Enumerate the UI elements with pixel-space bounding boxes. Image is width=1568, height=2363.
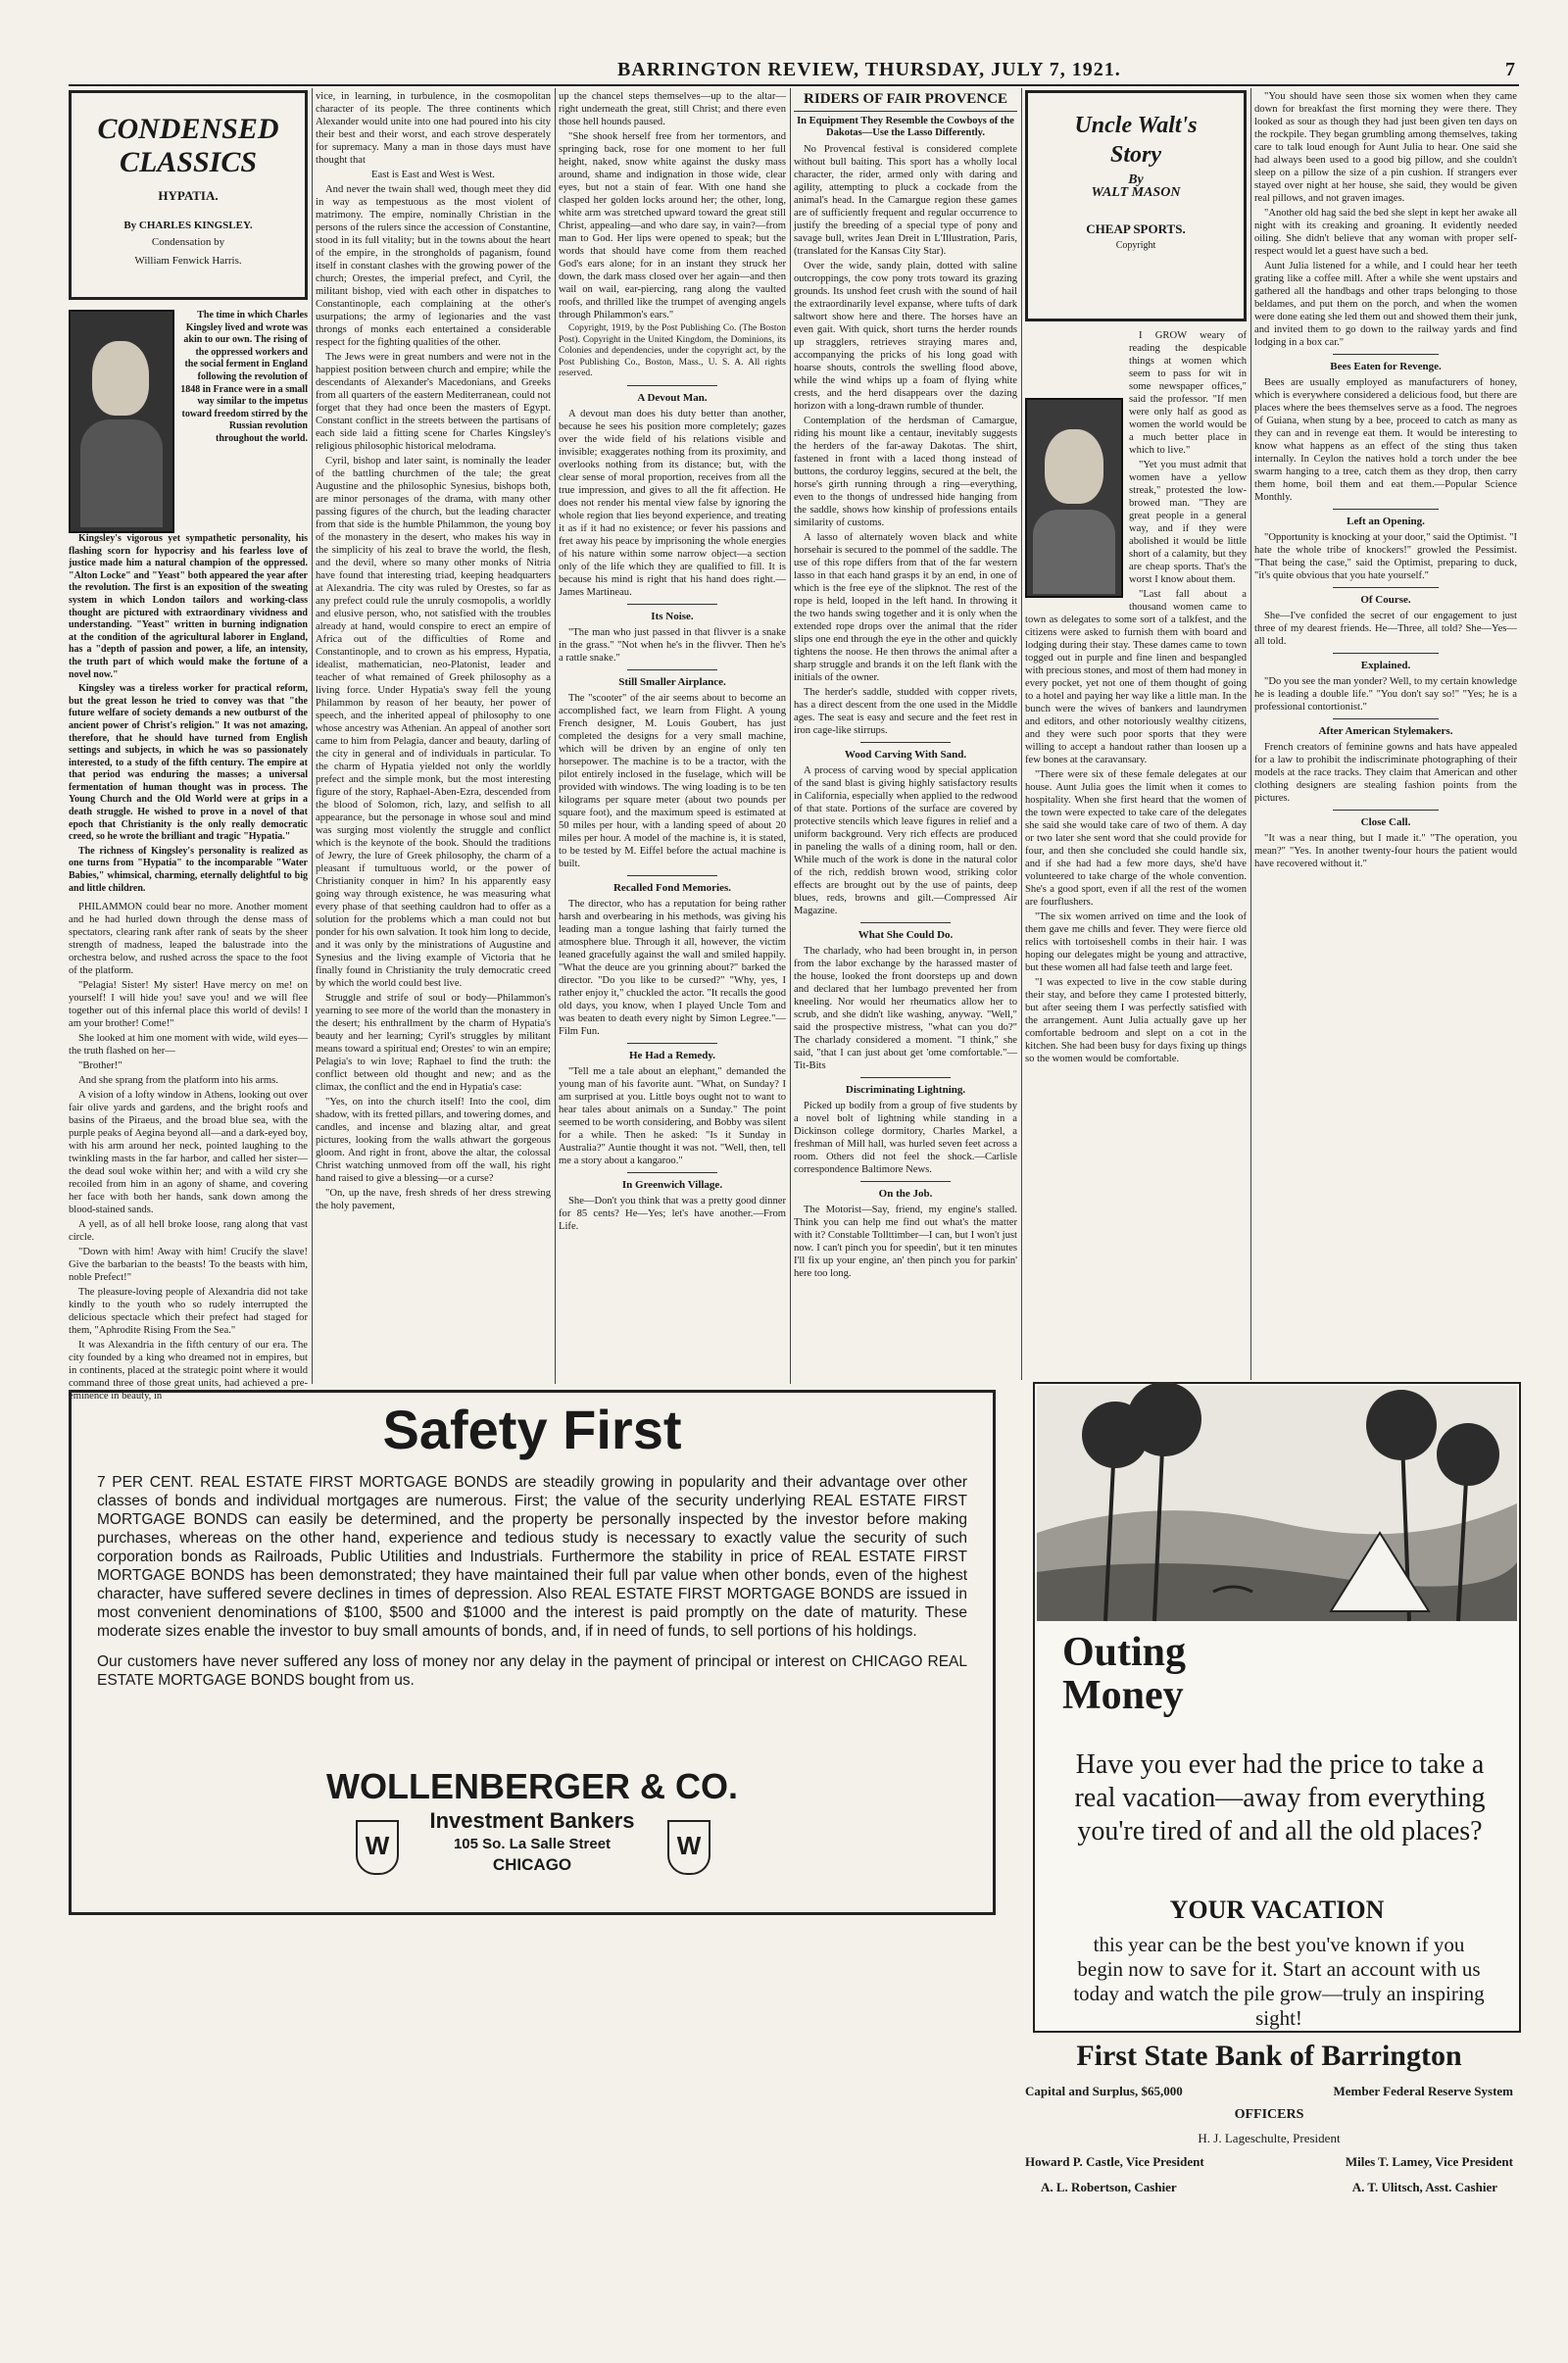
walt-by: By	[1128, 172, 1144, 187]
heading-on-the-job: On the Job.	[878, 1188, 933, 1200]
heading-devout-man: A Devout Man.	[637, 391, 708, 404]
condensation-label: Condensation by	[151, 236, 225, 248]
col3-top-1: up the chancel steps themselves—up to the altar—right underneath the great, still Christ; and there even those hell hounds paused.	[559, 91, 786, 127]
col2-para-8: "On, up the nave, fresh shreds of her dress strewing the holy pavement,	[316, 1188, 551, 1211]
story-para-8: "Down with him! Away with him! Crucify the slave! Give the barbarian to the beasts! To the beasts with him, noble Prefect!"	[69, 1247, 308, 1284]
walt-copyright: Copyright	[1115, 240, 1156, 251]
heading-stylemakers: After American Stylemakers.	[1318, 725, 1453, 737]
col2-para-3: And never the twain shall wed, though meet they did in way as tempestuous as the most violent of matrimony. The empire, nominally Christian in the persons of the rulers since the accession of Constantine, stood in its full vitality; but in the towns about the heart of the empire, in the strongholds of paganism, found itself in constant clashes with the growing power of the church; Orestes, the imperial prefect, and Cyril, the militant bishop, vied with each other in dispatches to Constantinople, each complaining at the other's usurpations; the army of legionaries and the vast throngs of monks each entertained a considerable respect for the fighting qualities of the other.	[316, 184, 551, 348]
story-on-the-job: The Motorist—Say, friend, my engine's stalled. Think you can help me find out what's the matter with it? Constable Tollttimber—I can, but I won't just now. I can't pinch you for speedin', but it ten minutes I'll fix up your engine, an' then pinch you for parkin' here too long.	[794, 1205, 1017, 1279]
condensed-classics-column	[69, 90, 308, 1403]
heading-smaller-airplane: Still Smaller Airplance.	[618, 675, 726, 688]
story-remedy: "Tell me a tale about an elephant," demanded the young man of his favorite aunt. "What, on Sunday? I am surprised at you. Little boys ought not to want to hear tales about animals on a Sunday." The point seemed to be worth considering, and Bobby was silent for a while. Then he asked: "Is it Sunday in Australia?" Auntie thought it was not. "Well, then, tell me a story about a kangaroo."	[559, 1065, 786, 1166]
heading-wood-carving: Wood Carving With Sand.	[844, 749, 967, 761]
officer-vp-2: Miles T. Lamey, Vice President	[1345, 2154, 1513, 2169]
bank-name: First State Bank of Barrington	[1076, 2040, 1462, 2072]
story-lightning: Picked up bodily from a group of five students by a novel bolt of lightning while standing in a Dickinson college dormitory, Charles Markel, a freshman of Mill hall, was hurled seven feet across a room. Others did not feel the shock.—Carlisle correspondence Baltimore News.	[794, 1101, 1017, 1175]
riders-column	[794, 90, 1017, 1384]
masthead	[69, 57, 1519, 86]
story-explained: "Do you see the man yonder? Well, to my certain knowledge he is leading a double life." "You don't say so!" "Yes; he is a professional contortionist."	[1254, 676, 1517, 713]
story-close-call: "It was a near thing, but I made it." "The operation, you mean?" "Yes. In another twenty-four hours the patient would have recovered without it."	[1254, 833, 1517, 869]
walt-para-6: "I was expected to live in the cow stable during their stay, and before they came I protested bitterly, but after seeing them I was perfectly satisfied with the arrangement. Aunt Julia actually gave up her comfortable bedroom and slept on a cot in the kitchen. She had been busy for days fixing up things so the women would be comfortable.	[1025, 977, 1247, 1064]
walt-para-3: "Last fall about a thousand women came to town as delegates to some sort of a talkfest, and the citizens were asked to furnish them with board and lodging during their stay. These dames came to town togged out in purple and fine linen and bespangled with precious stones, and most of them had money in every pocket, yet not one of them thought of going to a hotel and paying her way like a little man. In the bunch were the wives of bankers and laundrymen and editors, and other notoriously wealthy citizens, and they were such poor sports that they were willing to accept a handout rather than loosen up a few bones at the caravansary.	[1025, 589, 1247, 765]
walt-subtitle: CHEAP SPORTS.	[1086, 222, 1186, 236]
condensed-classics-box	[69, 90, 308, 300]
story-bees: Bees are usually employed as manufacturers of honey, which is everywhere considered a delicious food, but there are places where the bees themselves serve as a food. The negroes of Guiana, when stung by a bee, proceed to catch as many as they can and in revenge eat them. It would be interesting to know what happens as an effect of the sting thus taken internally. In Ceylon the natives hold a torch under the bee swarm hanging to a tree, catch them as they drop, then carry them home, boil them and eat them.—Popular Science Monthly.	[1254, 377, 1517, 503]
story-wood-carving: A process of carving wood by special application of the sand blast is giving highly satisfactory results in California, especially when applied to the redwood of that state. Portions of the surface are covered by protective stencils which leave figures in relief and a uniform background. Very rich effects are produced in paneling the walls of a dining room, hall or den. While much of the work is done in the natural color of the rich, reddish brown wood, striking color effects are brought out by the use of paints, deep blues, reds, browns and gilt.—Compressed Air Magazine.	[794, 765, 1017, 916]
story-greenwich-village: She—Don't you think that was a pretty good dinner for 85 cents? He—Yes; let's have another.—From Life.	[559, 1195, 786, 1232]
riders-headline: RIDERS OF FAIR PROVENCE	[794, 90, 1017, 112]
story-para-5: And she sprang from the platform into his arms.	[78, 1075, 278, 1087]
col3-top-2: "She shook herself free from her tormentors, and springing back, rose for one moment to her full height, naked, snow white against the dusky mass around, shame and indignation in those wide, clear eyes, but not a stain of fear. With one hand she clasped her golden locks around her; the other, long, white arm was stretched upward toward the great still Christ, appealing—and who dare say, in vain?—from man to God. Her lips were opened to speak; but the words that should have come from them reached God's ears alone; for in an instant they struck her down, the dark mass closed over her again—and then wail on wail, ear-piercing, rang along the vaulted roofs, and thrilled like the trumpet of avenging angels through Philammon's ears."	[559, 131, 786, 320]
intro-text: The time in which Charles Kingsley lived and wrote was akin to our own. The rising of the oppressed workers and the social ferment in England following the revolution of 1848 in France were in a small way similar to the impetus toward freedom stirred by the Russian revolution throughout the world.	[180, 310, 308, 444]
col2-para-2: East is East and West is West.	[371, 170, 495, 180]
riders-para-4: A lasso of alternately woven black and white horsehair is secured to the pommel of the saddle. The use of this rope differs from that of the far western lasso in that each hand grasps it by an end, in one of which is the free eye of the slipknot. The rest of the rope is held, looped in the left hand. In throwing it the two hands swing together and it is only when the extended rope drops over the animal that the rider slips one end through the eye in the other and quickly tightens the noose. He then throws the animal after a sharp struggle and brands it on the left flank with the initials of the owner.	[794, 532, 1017, 683]
intro-para-3: The richness of Kingsley's personality is realized as one turns from "Hypatia" to the incomparable "Water Babies," whimsical, charming, eternally delightful to big and little children.	[69, 845, 308, 894]
col2-para-4: The Jews were in great numbers and were not in the happiest position between church and empire; while the descendants of Alexander's Macedonians, and Greeks from all quarters of the eastern Mediterranean, could not forget that they had once been the masters of Egypt. Constant conflict in the streets between the partisans of each side laid a fitting scene for Charles Kingsley's religious philosophic historical melodrama.	[316, 352, 551, 452]
story-smaller-airplane: The "scooter" of the air seems about to become an accomplished fact, we learn from Flight. A young French designer, M. Louis Goubert, has just completed the designs for a very small machine, which will be driven by an engine of only ten horsepower. The machine is to be a tractor, with the pilot entirely inclosed in the fuselage, which will be provided with windows. The wing loading is to be ten kilograms per square meter (about two pounds per square foot), and the maximum speed is estimated at 50 miles per hour, with a landing speed of about 20 miles per hour. A model of the machine is, it is stated, to be tested by M. Eiffel before the actual machine is built.	[559, 692, 786, 869]
intro-para-1: Kingsley's vigorous yet sympathetic personality, his flashing scorn for hypocrisy and his fearless love of justice made him a natural champion of the oppressed. "Alton Locke" and "Yeast" both appeared the year after the revolution. The first is an exposition of the sweating system in which London tailors and working-class thought are pictured with extraordinary vividness and understanding. "Yeast" written in burning indignation at the condition of the agricultural laborer in England, has a "depth of passion and power, a life, an intensity, the truth part of which would make the fortune of a novel now."	[69, 533, 308, 680]
firm-name: WOLLENBERGER & CO.	[326, 1766, 738, 1806]
story-para-2: "Pelagia! Sister! My sister! Have mercy on me! on yourself! I will hide you! save you! and we will flee together out of this infernal place this world of devils! I am your brother! Come!"	[69, 980, 308, 1030]
masthead-title: BARRINGTON REVIEW, THURSDAY, JULY 7, 1921.	[617, 59, 1121, 80]
officers-heading: OFFICERS	[1234, 2107, 1304, 2122]
heading-close-call: Close Call.	[1360, 816, 1411, 828]
col6-para-3: Aunt Julia listened for a while, and I could hear her teeth grating like a coffee mill. After a while she went upstairs and gathered all the handbags and other traps belonging to those beldames, and put them on the porch, and when the women were done eating she led them out and showed them their junk, and invited them to go down to the railway yards and find lodging in a box car."	[1254, 261, 1517, 348]
walt-para-2: "Yet you must admit that women have a yellow streak," protested the low-browed man. "They are great people in a general way, and if they were abolished it would be little short of a calamity, but they are cheap sports. That's the worst I know about them.	[1129, 460, 1247, 585]
col6-para-2: "Another old hag said the bed she slept in kept her awake all night with its creaking and groaning. It evidently needed oiling. She didn't believe that any woman with proper self-respect would let a guest have such a bed.	[1254, 208, 1517, 257]
walt-title-1: Uncle Walt's	[1074, 113, 1198, 138]
riders-subhead: In Equipment They Resemble the Cowboys of the Dakotas—Use the Lasso Differently.	[797, 116, 1014, 138]
miscellany-column-6	[1254, 90, 1517, 1376]
col2-para-5: Cyril, bishop and later saint, is nominally the leader of the battling churchmen of the tale; the great Augustine and the philosophic Synesius, bishops both, are minor personages of the drama, with many other passing figures of the church, but the leading character from that side is the humble Philammon, the young boy of the monastery in the desert, who makes his way in the simplicity of his zeal to brave the world, the flesh, and the devil, where so many other monks of Nitria have found that interesting triad, keeping headquarters at Alexandria. The city was ruled by Orestes, so far as any prefect could rule the unruly cosmopolis, a worldly and elusive person, who, not satisfied with the troubles already at hand, would conspire to erect an empire of Africa out of the difficulties of Rome and Constantinople, and to crown as his empress, Hypatia, idealist, mathematician, neo-Platonist, leader and teacher of what remained of Greek philosophy as a living force. Under Hypatia's sway fell the young Philammon by reason of her beauty, her power of speech, and the inherited appeal of philosophy to one whose ancestry was Athenian. An appeal of another sort came to him from Pelagia, dancer and beauty, darling of the city in general and of individuals in particular. To the charm of Hypatia yielded not only the worldly prefect and the simple monk, but the most interesting figure of the story, Raphael-Aben-Ezra, descended from the blood of Solomon, rich, lazy, and selfish to all appearance, but the personage in whose soul and mind was surging most violently the struggle and conflict which is the keynote of the book. Should the traditions of Jewry, the lure of Greek philosophy, the charm of a pleasant if tumultuous world, or the power of Christianity conquer in him? In his apparently easy going way through existence, he was measuring what every phase of that seething cauldron had to offer as a solution for the problems which a man could not but ponder for his own salvation. It took him long to decide, and it was only by the ministrations of Augustine and Synesius and the living example of Victoria that he finally found in Christianity the truly democratic creed by which the world could best live.	[316, 456, 551, 989]
story-para-10: It was Alexandria in the fifth century of our era. The city founded by a king who dreamed not in empires, but in continents, placed at the strategic point where it would command three of those great units, had achieved a pre-eminence in beauty, in	[69, 1340, 308, 1403]
heading-of-course: Of Course.	[1360, 594, 1411, 606]
vacation-heading: YOUR VACATION	[1169, 1895, 1385, 1924]
condensation-author: William Fenwick Harris.	[134, 255, 242, 267]
wollenberger-logo-left: W	[356, 1820, 399, 1875]
story-fond-memories: The director, who has a reputation for being rather harsh and overbearing in his methods, was giving his leading man a tongue lashing that fairly turned the atmosphere blue. Through it all, however, the victim leaned gracefully against the wall and smiled happily. "What the deuce are you grinning about?" barked the director. "Do you like to be cursed?" "Why, yes, I rather enjoy it," chuckled the actor. "It recalls the good old days, you know, when I played Uncle Tom and was beaten to death every night by Simon Legree."—Film Fun.	[559, 898, 786, 1037]
feature-title-1: CONDENSED	[97, 113, 279, 145]
safety-first-body: 7 PER CENT. REAL ESTATE FIRST MORTGAGE BONDS are steadily growing in popularity and their advantage over other classes of bonds and individual mortgages are numerous. First; the value of the security underlying REAL ESTATE FIRST MORTGAGE BONDS can easily be determined, and the property be personally inspected by the investor before making purchases, whereas on the other hand, experience and tedious study is necessary to exactly value the security of such corporation bonds as Railroads, Public Utilities and Industrials. Furthermore the stability in price of REAL ESTATE FIRST MORTGAGE BONDS has been demonstrated; they have maintained their full par value when other bonds, even of the highest character, have suffered severe declines in times of depression. Also REAL ESTATE FIRST MORTGAGE BONDS are issued in most convenient denominations of $100, $500 and $1000 and the interest is paid promptly on the date of maturity. These moderate sizes enable the investor to buy small amounts of bonds, and, if in need of funds, to sell portions of his holdings.	[97, 1474, 967, 1640]
work-title: HYPATIA.	[158, 188, 219, 203]
heading-explained: Explained.	[1360, 660, 1411, 671]
story-what-she-could-do: The charlady, who had been brought in, in person from the labor exchange by the harassed master of the house, looked the front doorsteps up and down and declared that her lumbago prevented her from kneeling. Nor would her rheumatics allow her to scrub, and she didn't like washing, anyway. "Well," said the prospective mistress, "what can you do?" The charlady considered a moment. "I think," she said, "that I can just about get 'ome comfortable."—Tit-Bits	[794, 946, 1017, 1071]
story-its-noise: "The man who just passed in that flivver is a snake in the grass." "Not when he's in the flivver. Then he's a rattle snake."	[559, 626, 786, 664]
col3-copyright: Copyright, 1919, by the Post Publishing Co. (The Boston Post). Copyright in the United Kingdom, the Dominions, its Colonies and dependencies, under the copyright act, by the Post Publishing Co., Boston, Mass., U. S. A. All rights reserved.	[559, 323, 786, 378]
safety-first-title: Safety First	[382, 1399, 682, 1460]
heading-what-she-could-do: What She Could Do.	[858, 929, 954, 941]
walt-para-1: I GROW weary of reading the despicable things at women which seem to pass for wit in some newspaper offices," said the professor. "If men were only half as good as women the world would be a much better place in which to live."	[1129, 330, 1247, 456]
firm-address: 105 So. La Salle Street	[453, 1836, 612, 1852]
walt-author: WALT MASON	[1091, 185, 1181, 200]
walt-para-5: "The six women arrived on time and the look of them gave me chills and fever. They were fierce old relics with tortoiseshell combs in their hair. I was hoping our delegates might be young and attractive, but these women all had false teeth and large feet.	[1025, 911, 1247, 973]
wollenberger-logo-right: W	[667, 1820, 710, 1875]
story-left-opening: "Opportunity is knocking at your door," said the Optimist. "I hate the whole tribe of knockers!" growled the Pessimist. "That being the case," said the Optimist, preparing to duck, "it's quite obvious that you hate yourself."	[1254, 532, 1517, 581]
heading-bees: Bees Eaten for Revenge.	[1330, 361, 1442, 372]
col6-para-1: "You should have seen those six women when they came down for breakfast the first morning they were there. They looked as sour as though they had just been given ten days on the rockpile. They began grumbling among themselves, taking care to talk loud enough for Aunt Julia to hear. One said she had always been used to a good big pillow, and she couldn't sleep on a pillow the size of a pin cushion. If strangers ever stayed over night at her house, she said, they would be given real pillows, and not graven images.	[1254, 91, 1517, 204]
heading-remedy: He Had a Remedy.	[629, 1049, 715, 1061]
story-para-3: She looked at him one moment with wide, wild eyes—the truth flashed on her—	[69, 1033, 308, 1058]
page-number: 7	[1505, 59, 1515, 80]
vacation-body: this year can be the best you've known if you begin now to save for it. Start an account with us today and watch the pile grow—truly an inspiring sight!	[1073, 1933, 1485, 2030]
heading-lightning: Discriminating Lightning.	[845, 1084, 966, 1096]
col2-para-6: Struggle and strife of soul or body—Philammon's yearning to see more of the world than the monastery in the desert; his enthrallment by the charm of Hypatia's beauty and her learning; Cyril's struggles by militant means toward a spiritual end; Orestes' to win an empire; Pelagia's to win love; Raphael to find the truth: the conflict between old thought and new; and as the climax, the conflict and the end in Hypatia's case:	[316, 993, 551, 1093]
riders-para-2: Over the wide, sandy plain, dotted with saline outcroppings, the cow pony trots toward its grazing grounds. Its unshod feet crush with the sound of hail the extraordinarily level expanse, where tufts of dark saltwort show here and there. The horses have an even gait. With quick, short turns the herder rounds up stragglers, retrieves straying mares and, accompanying the pricks of his long goad with hoarse shouts, controls the swelling flood above, while the wind whips up a foam of flying white crests, and the herd disappears over the dazing horizon with a long-drawn rumble of thunder.	[794, 261, 1017, 412]
outing-money-ad	[1033, 1382, 1521, 2033]
kingsley-portrait	[69, 310, 174, 533]
uncle-walt-column	[1025, 90, 1247, 1376]
bank-membership: Member Federal Reserve System	[1333, 2084, 1513, 2098]
uncle-walt-box	[1025, 90, 1247, 321]
story-para-1: PHILAMMON could bear no more. Another moment and he had hurled down through the dense mass of spectators, clearing rank after rank of seats by the sheer strength of madness, leaped the balustrade into the orchestra below, and rushed across the space to the foot of the platform.	[69, 902, 308, 977]
story-of-course: She—I've confided the secret of our engagement to just three of my dearest friends. He—Three, all told? She—Yes—all told.	[1254, 611, 1517, 647]
byline: By CHARLES KINGSLEY.	[123, 220, 253, 231]
heading-greenwich-village: In Greenwich Village.	[621, 1178, 723, 1191]
story-para-7: A yell, as of all hell broke loose, rang along that vast circle.	[69, 1219, 308, 1244]
story-para-4: "Brother!"	[78, 1060, 122, 1072]
camping-illustration	[1037, 1386, 1517, 1621]
firm-city: CHICAGO	[492, 1855, 572, 1874]
heading-left-opening: Left an Opening.	[1347, 516, 1425, 527]
heading-its-noise: Its Noise.	[651, 610, 694, 622]
officer-president: H. J. Lageschulte, President	[1198, 2131, 1341, 2145]
feature-title-2: CLASSICS	[119, 146, 258, 178]
safety-first-ad	[69, 1390, 996, 1915]
story-devout-man: A devout man does his duty better than another, because he sees his position more completely; gazes over the wide field of his relations visible and invisible; exaggerates nothing from its proximity, and overlooks nothing from its distance; but, with the clear sense of moral proportion, receives from all the true impression, and gives to all the fit affection. He does not render his mental view false by ignoring the whole region that lies beyond experience, and treating it as if it had no existence; or fever his passions and fret away his peace by imprisoning the whole energies of his nature within some narrow object—a section only of the life which they are qualified to fill. It is because his mind is right that his hand does right.—James Martineau.	[559, 408, 786, 598]
walt-title-2: Story	[1109, 142, 1161, 168]
story-para-9: The pleasure-loving people of Alexandria did not take kindly to the youth who so rudely interrupted the delicious spectacle which their prefect had staged for them, "Aphrodite Rising From the Sea."	[69, 1287, 308, 1337]
riders-para-3: Contemplation of the herdsman of Camargue, riding his mount like a centaur, inevitably suggests the herders of the far-away Dakotas. The shirt, fastened in front with a laced thong instead of buttons, the corduroy leggins, secured at the belt, the horse's girth running through a ring—everything, even to the thongs of undressed hide hanging from the saddle, shows how kinship of professions entails similarity of customs.	[794, 416, 1017, 528]
officer-asst-cashier: A. T. Ulitsch, Asst. Cashier	[1351, 2180, 1497, 2194]
heading-fond-memories: Recalled Fond Memories.	[612, 881, 732, 894]
outing-title-1: Outing	[1062, 1630, 1187, 1675]
story-stylemakers: French creators of feminine gowns and hats have appealed for a law to prohibit the indiscriminate photographing of their models at the race tracks. They claim that American and other clothing designers are stealing fashion points from the pictures.	[1254, 742, 1517, 804]
walt-mason-portrait	[1025, 398, 1123, 598]
col2-para-7: "Yes, on into the church itself! Into the cool, dim shadow, with its fretted pillars, and towering domes, and candles, and incense and blazing altar, and great pictures, looking from the walls athwart the gorgeous gloom. And right in front, above the altar, the colossal Christ watching unmoved from off the wall, his right hand raised to give a blessing—or a curse?	[316, 1097, 551, 1184]
firm-tagline: Investment Bankers	[429, 1808, 635, 1833]
hypatia-continued-column	[316, 90, 551, 1384]
outing-question: Have you ever had the price to take a real vacation—away from everything you're tired of and all the old places?	[1074, 1749, 1486, 1846]
riders-para-1: No Provencal festival is considered complete without bull baiting. This sport has a wholly local character, the rider, armed only with daring and agility, attempting to pluck a cockade from the animal's head. In the Camargue region these games are of sufficiently frequent and regular occurrence to justify the breeding of a special type of pony and savage bull, writes Jean Dreit in L'Illustration, Paris, (translated for the Kansas City Star).	[794, 144, 1017, 257]
riders-para-5: The herder's saddle, studded with copper rivets, has a direct descent from the one used in the Middle ages. The seat is easy and secure and the feet rest in iron cage-like stirrups.	[794, 687, 1017, 736]
safety-first-guarantee: Our customers have never suffered any loss of money nor any delay in the payment of principal or interest on CHICAGO REAL ESTATE MORTGAGE BONDS bought from us.	[97, 1653, 967, 1689]
story-para-6: A vision of a lofty window in Athens, looking out over fair olive yards and gardens, and the bright roofs and basins of the Piraeus, and the broad blue sea, with the purple peaks of Aegina beyond all—and a dark-eyed boy, with his arm around her neck, pointed laughing to the twinkling masts in the far harbor, and called her sister—the dead soul woke within her; and with a wild cry she recoiled from him in an agony of shame, and covering her face with both her hands, sank down among the blood-stained sands.	[69, 1090, 308, 1216]
outing-title-2: Money	[1062, 1673, 1184, 1718]
col2-para-1: vice, in learning, in turbulence, in the cosmopolitan character of its people. The three continents which Alexander would unite into one had poured into his city their best and their worst, and each strove desperately for supremacy. Many a man in those days must have thought that	[316, 91, 551, 166]
officer-cashier: A. L. Robertson, Cashier	[1041, 2180, 1177, 2194]
officer-vp-1: Howard P. Castle, Vice President	[1025, 2154, 1204, 2169]
miscellany-column-3	[559, 90, 786, 1384]
bank-capital: Capital and Surplus, $65,000	[1025, 2084, 1183, 2098]
bank-advertisement	[1019, 2039, 1519, 2244]
walt-para-4: "There were six of these female delegates at our house. Aunt Julia goes the limit when it comes to hospitality. When she first heard that the women of the town were expected to take care of the delegates she said she would take care of two of them. A day or two later she sent word that she could provide for four, and then she concluded she could handle six, and if she had had a few more days, she'd have volunteered to take charge of the whole convention. She's a good sport, even if all the rest of the women are fourflushers.	[1025, 769, 1247, 908]
intro-para-2: Kingsley was a tireless worker for practical reform, but the great lesson he tried to convey was that "the future welfare of society demands a new outburst of the ancient power of Christ's religion." It was not amazing, therefore, that he should have turned from English settings and subjects, in which he was so passionately interested, to a study of the fifth century. The empire at that period was enduring the masses; a universal fermentation of human thought was in process. The Young Church and the Old World were at grips in a death struggle. He wished to prove in a novel of that epoch that Christianity is the only really democratic creed, so he wrote the brilliant and tragic "Hypatia."	[69, 683, 308, 843]
